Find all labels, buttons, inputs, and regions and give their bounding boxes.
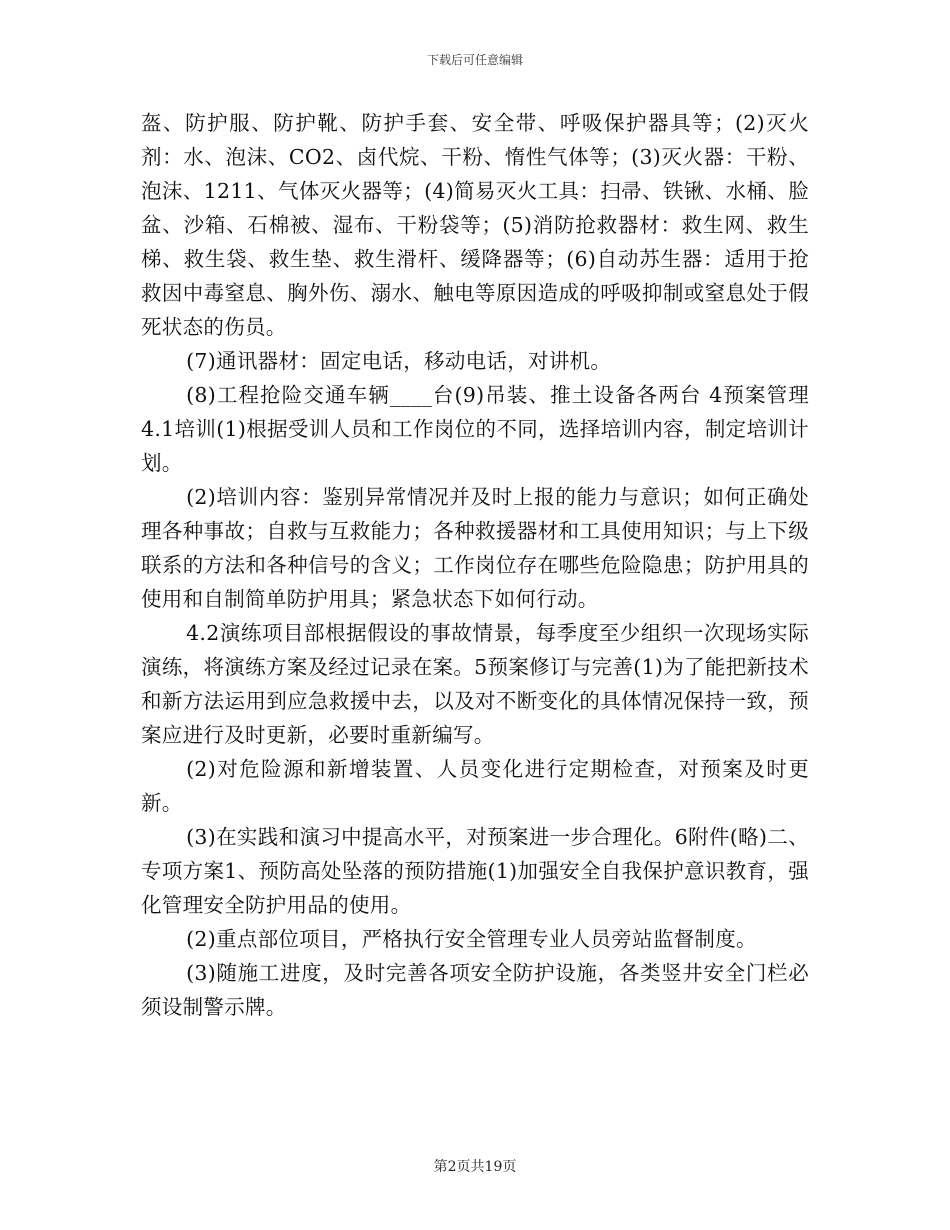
paragraph-practice-and-fall-prevention: (3)在实践和演习中提高水平，对预案进一步合理化。6附件(略)二、专项方案1、预防高处坠落的预防措施(1)加强安全自我保护意识教育，强化管理安全防护用品的使用。 xyxy=(141,825,809,917)
page-number: 第2页共19页 xyxy=(433,1159,517,1175)
paragraph-periodic-inspection: (2)对危险源和新增装置、人员变化进行定期检查，对预案及时更新。 xyxy=(141,757,809,815)
paragraph-vehicles-and-training: (8)工程抢险交通车辆____台(9)吊装、推土设备各两台 4预案管理4.1培训(1)根据受训人员和工作岗位的不同，选择培训内容，制定培训计划。 xyxy=(141,383,809,475)
paragraph-safety-facilities: (3)随施工进度，及时完善各项安全防护设施，各类竖井安全门栏必须设制警示牌。 xyxy=(141,961,809,1019)
paragraph-communication-equipment: (7)通讯器材：固定电话，移动电话，对讲机。 xyxy=(186,349,612,373)
document-body xyxy=(141,106,809,1024)
paragraph-equipment-list: 盔、防护服、防护靴、防护手套、安全带、呼吸保护器具等；(2)灭火剂：水、泡沫、CO2、卤代烷、干粉、惰性气体等；(3)灭火器：干粉、泡沫、1211、气体灭火器等；(4)简易灭火工具：扫帚、铁锹、水桶、脸盆、沙箱、石棉被、湿布、干粉袋等；(5)消防抢救器材：救生网、救生梯、救生袋、救生垫、救生滑杆、缓降器等；(6)自动苏生器：适用于抢救因中毒窒息、胸外伤、溺水、触电等原因造成的呼吸抑制或窒息处于假死状态的伤员。 xyxy=(141,111,809,339)
page-header: 下载后可任意编辑 xyxy=(426,53,523,67)
paragraph-key-area-supervision: (2)重点部位项目，严格执行安全管理专业人员旁站监督制度。 xyxy=(186,927,757,951)
paragraph-training-content: (2)培训内容：鉴别异常情况并及时上报的能力与意识；如何正确处理各种事故；自救与互救能力；各种救援器材和工具使用知识；与上下级联系的方法和各种信号的含义；工作岗位存在哪些危险隐患；防护用具的使用和自制简单防护用具；紧急状态下如何行动。 xyxy=(141,485,809,611)
paragraph-drills-and-revision: 4.2演练项目部根据假设的事故情景，每季度至少组织一次现场实际演练，将演练方案及经过记录在案。5预案修订与完善(1)为了能把新技术和新方法运用到应急救援中去，以及对不断变化的具体情况保持一致，预案应进行及时更新，必要时重新编写。 xyxy=(141,621,809,747)
